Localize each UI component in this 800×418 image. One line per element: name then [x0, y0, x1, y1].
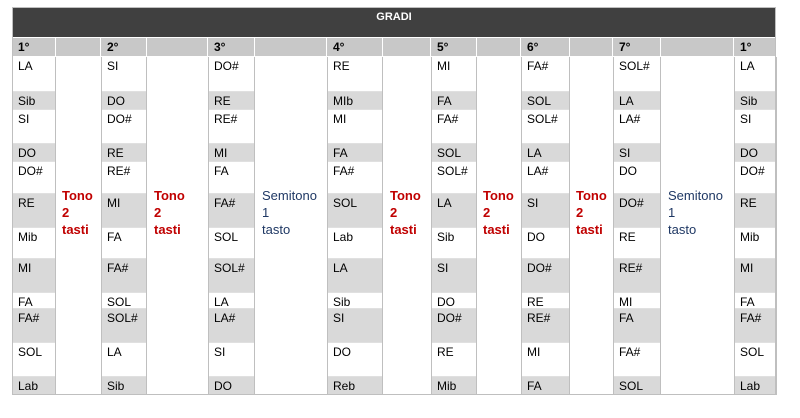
table-title-bar: [12, 7, 776, 37]
note-cell: RE: [327, 57, 382, 92]
note-cell: FA: [734, 293, 776, 309]
column-rule: [254, 57, 255, 395]
note-cell: SI: [521, 194, 569, 228]
interval-count: 2: [576, 205, 584, 220]
interval-name: Semitono: [262, 188, 317, 203]
note-cell: MI: [521, 343, 569, 377]
note-cell: DO: [613, 162, 660, 194]
note-cell: FA: [208, 162, 254, 194]
note-cell: Sib: [101, 377, 146, 395]
note-cell: Mib: [431, 377, 476, 395]
header-gap: [56, 38, 100, 56]
note-cell: FA#: [12, 309, 55, 343]
degree-header: 6°: [521, 38, 569, 56]
note-cell: SOL: [613, 377, 660, 395]
note-cell: FA#: [431, 110, 476, 144]
note-cell: RE: [431, 343, 476, 377]
interval-name: Semitono: [668, 188, 723, 203]
note-cell: LA: [521, 144, 569, 162]
note-cell: SI: [101, 57, 146, 92]
note-cell: SI: [431, 259, 476, 293]
note-cell: DO#: [734, 162, 776, 194]
note-cell: RE#: [208, 110, 254, 144]
note-cell: DO: [101, 92, 146, 110]
column-rule: [431, 57, 432, 395]
note-cell: LA: [431, 194, 476, 228]
note-cell: DO#: [431, 309, 476, 343]
note-cell: LA: [327, 259, 382, 293]
note-cell: FA: [327, 144, 382, 162]
note-cell: FA: [101, 228, 146, 259]
note-cell: RE: [12, 194, 55, 228]
note-cell: LA#: [208, 309, 254, 343]
note-cell: RE: [613, 228, 660, 259]
note-cell: DO#: [208, 57, 254, 92]
note-cell: DO#: [521, 259, 569, 293]
note-cell: SOL: [208, 228, 254, 259]
column-rule: [776, 57, 777, 395]
note-cell: Sib: [431, 228, 476, 259]
note-cell: Sib: [12, 92, 55, 110]
degree-header: 4°: [327, 38, 382, 56]
note-cell: SOL: [734, 343, 776, 377]
note-cell: RE: [734, 194, 776, 228]
note-cell: LA: [208, 293, 254, 309]
header-gap: [255, 38, 326, 56]
note-cell: SOL: [327, 194, 382, 228]
note-cell: DO: [208, 377, 254, 395]
degree-header: 2°: [101, 38, 146, 56]
column-rule: [382, 57, 383, 395]
note-cell: FA#: [521, 57, 569, 92]
note-cell: RE: [521, 293, 569, 309]
note-cell: RE: [101, 144, 146, 162]
degree-header: 7°: [613, 38, 660, 56]
interval-name: Tono: [62, 188, 93, 203]
note-cell: MI: [327, 110, 382, 144]
column-rule: [146, 57, 147, 395]
column-rule: [55, 57, 56, 395]
note-cell: RE: [208, 92, 254, 110]
note-cell: LA: [734, 57, 776, 92]
interval-count: 1: [262, 205, 270, 220]
note-cell: MI: [734, 259, 776, 293]
note-cell: FA#: [613, 343, 660, 377]
column-rule: [476, 57, 477, 395]
note-cell: MI: [431, 57, 476, 92]
header-gap: [570, 38, 612, 56]
degree-header: 3°: [208, 38, 254, 56]
interval-count: 2: [154, 205, 162, 220]
note-cell: Mib: [12, 228, 55, 259]
note-cell: LA: [12, 57, 55, 92]
note-cell: SOL#: [521, 110, 569, 144]
note-cell: Mib: [734, 228, 776, 259]
note-cell: MI: [208, 144, 254, 162]
header-gap: [661, 38, 733, 56]
interval-unit: tasti: [390, 222, 417, 237]
column-rule: [734, 57, 735, 395]
note-cell: FA: [613, 309, 660, 343]
note-cell: SOL: [431, 144, 476, 162]
note-cell: DO: [734, 144, 776, 162]
interval-name: Tono: [483, 188, 514, 203]
interval-unit: tasto: [262, 222, 291, 237]
bottom-rule: [12, 394, 776, 395]
note-cell: SOL: [521, 92, 569, 110]
note-cell: FA: [12, 293, 55, 309]
note-cell: RE#: [613, 259, 660, 293]
note-cell: SI: [208, 343, 254, 377]
interval-name: Tono: [576, 188, 607, 203]
column-rule: [613, 57, 614, 395]
note-cell: SOL: [12, 343, 55, 377]
degree-header: 1°: [734, 38, 776, 56]
note-cell: DO: [431, 293, 476, 309]
note-cell: RE#: [101, 162, 146, 194]
column-rule: [660, 57, 661, 395]
note-cell: SOL#: [613, 57, 660, 92]
column-rule: [208, 57, 209, 395]
note-cell: FA#: [327, 162, 382, 194]
note-cell: SOL#: [101, 309, 146, 343]
degree-header: 1°: [12, 38, 55, 56]
interval-label: [154, 187, 185, 238]
interval-unit: tasti: [62, 222, 89, 237]
note-cell: DO#: [101, 110, 146, 144]
interval-count: 2: [483, 205, 491, 220]
note-cell: Lab: [327, 228, 382, 259]
note-cell: LA#: [613, 110, 660, 144]
note-cell: FA#: [734, 309, 776, 343]
interval-unit: tasti: [483, 222, 510, 237]
column-rule: [12, 57, 13, 395]
interval-label: [668, 187, 723, 238]
interval-name: Tono: [154, 188, 185, 203]
note-cell: SOL#: [208, 259, 254, 293]
interval-label: [390, 187, 421, 238]
interval-label: [262, 187, 317, 238]
column-rule: [101, 57, 102, 395]
interval-unit: tasti: [154, 222, 181, 237]
header-gap: [147, 38, 207, 56]
note-cell: MIb: [327, 92, 382, 110]
note-cell: Lab: [12, 377, 55, 395]
interval-label: [576, 187, 607, 238]
note-cell: FA: [431, 92, 476, 110]
note-cell: DO: [12, 144, 55, 162]
interval-unit: tasti: [576, 222, 603, 237]
note-cell: LA#: [521, 162, 569, 194]
note-cell: DO#: [12, 162, 55, 194]
note-cell: SI: [734, 110, 776, 144]
note-cell: MI: [101, 194, 146, 228]
degree-header: 5°: [431, 38, 476, 56]
note-cell: SOL#: [431, 162, 476, 194]
note-cell: DO: [521, 228, 569, 259]
interval-count: 2: [390, 205, 398, 220]
note-cell: LA: [101, 343, 146, 377]
note-cell: DO: [327, 343, 382, 377]
note-cell: SI: [613, 144, 660, 162]
note-cell: SI: [12, 110, 55, 144]
note-cell: FA#: [101, 259, 146, 293]
note-cell: SOL: [101, 293, 146, 309]
note-cell: SI: [327, 309, 382, 343]
interval-unit: tasto: [668, 222, 697, 237]
header-gap: [383, 38, 430, 56]
note-cell: FA#: [208, 194, 254, 228]
note-cell: Reb: [327, 377, 382, 395]
note-cell: Lab: [734, 377, 776, 395]
note-cell: Sib: [327, 293, 382, 309]
note-cell: RE#: [521, 309, 569, 343]
column-rule: [521, 57, 522, 395]
note-cell: Sib: [734, 92, 776, 110]
interval-label: [62, 187, 93, 238]
note-cell: DO#: [613, 194, 660, 228]
column-rule: [327, 57, 328, 395]
header-gap: [477, 38, 520, 56]
interval-count: 1: [668, 205, 676, 220]
interval-count: 2: [62, 205, 70, 220]
note-cell: FA: [521, 377, 569, 395]
note-cell: MI: [12, 259, 55, 293]
interval-name: Tono: [390, 188, 421, 203]
interval-label: [483, 187, 514, 238]
table-title: GRADI: [376, 11, 412, 23]
column-rule: [569, 57, 570, 395]
note-cell: LA: [613, 92, 660, 110]
note-cell: MI: [613, 293, 660, 309]
